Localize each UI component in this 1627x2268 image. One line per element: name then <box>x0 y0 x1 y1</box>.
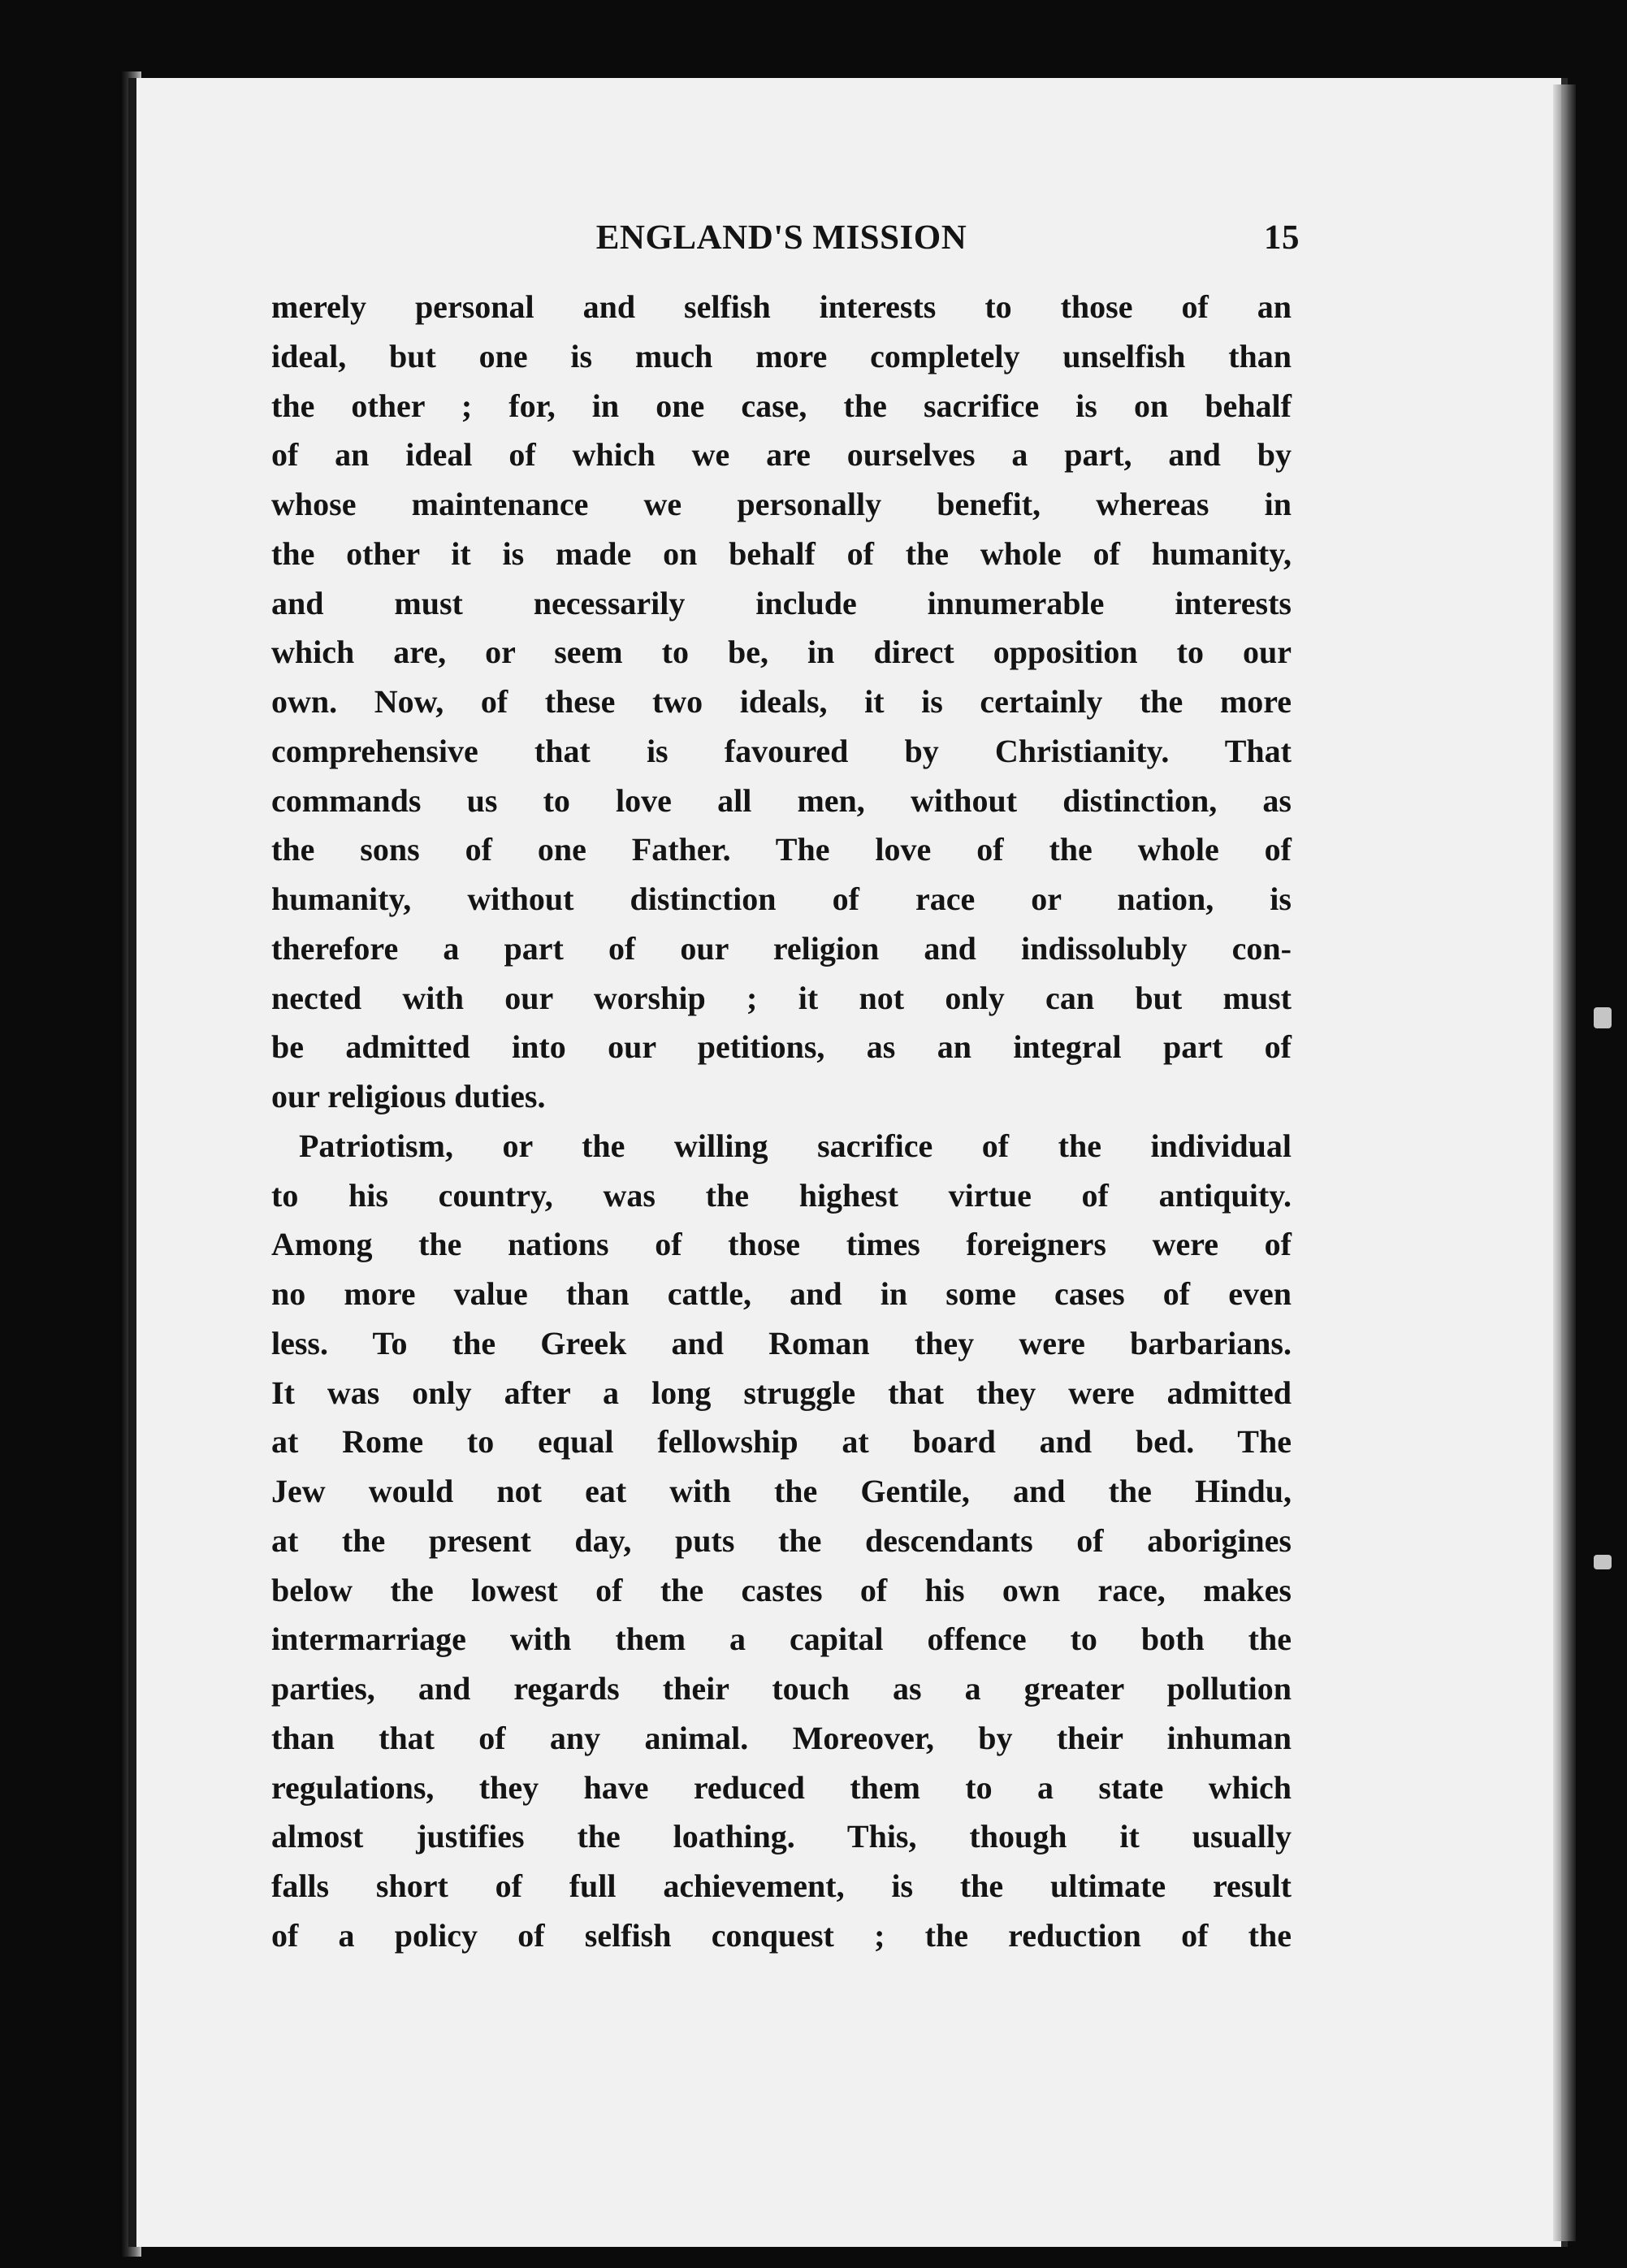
text-line: the other ; for, in one case, the sacrifice is on behalf <box>271 387 1292 424</box>
body-text <box>271 283 1292 1961</box>
text-line: regulations, they have reduced them to a state which <box>271 1768 1292 1806</box>
paragraph-2 <box>271 1122 1292 1961</box>
text-line: at Rome to equal fellowship at board and bed. The <box>271 1423 1292 1461</box>
text-line: than that of any animal. Moreover, by their inhuman <box>271 1719 1292 1756</box>
text-line: of a policy of selfish conquest ; the reduction of the <box>271 1916 1292 1954</box>
text-line: be admitted into our petitions, as an integral part of <box>271 1028 1292 1066</box>
text-line: parties, and regards their touch as a greater pollution <box>271 1670 1292 1707</box>
text-line: merely personal and selfish interests to those of an <box>271 288 1292 325</box>
text-line: at the present day, puts the descendants of aborigines <box>271 1521 1292 1559</box>
text-line: therefore a part of our religion and indissolubly con- <box>271 929 1292 967</box>
text-line: humanity, without distinction of race or nation, is <box>271 881 1292 917</box>
text-line: whose maintenance we personally benefit, whereas in <box>271 486 1292 522</box>
text-line: of an ideal of which we are ourselves a part, and by <box>271 436 1292 474</box>
text-line: and must necessarily include innumerable interests <box>271 584 1292 621</box>
paragraph-1 <box>271 283 1292 1122</box>
text-line: Among the nations of those times foreigners were of <box>271 1226 1292 1263</box>
text-line: no more value than cattle, and in some cases of even <box>271 1275 1292 1312</box>
scan-artifact-mark <box>1594 1555 1612 1569</box>
scan-artifact-mark <box>1594 1007 1612 1028</box>
text-line: nected with our worship ; it not only can but must <box>271 979 1292 1016</box>
text-line: own. Now, of these two ideals, it is certainly the more <box>271 683 1292 720</box>
text-line: It was only after a long struggle that they were admitted <box>271 1374 1292 1411</box>
text-line: comprehensive that is favoured by Christianity. That <box>271 732 1292 769</box>
text-line: falls short of full achievement, is the ultimate result <box>271 1868 1292 1904</box>
text-line: the sons of one Father. The love of the whole of <box>271 831 1292 868</box>
page-header <box>271 208 1300 276</box>
text-line: the other it is made on behalf of the whole of humanity, <box>271 535 1292 572</box>
text-line: Jew would not eat with the Gentile, and the Hindu, <box>271 1473 1292 1509</box>
page-fore-edge <box>1553 84 1576 2241</box>
text-line: ideal, but one is much more completely unselfish than <box>271 337 1292 374</box>
page-number: 15 <box>1264 219 1300 257</box>
text-line: intermarriage with them a capital offence to both the <box>271 1621 1292 1658</box>
text-line: commands us to love all men, without distinction, as <box>271 781 1292 819</box>
text-line: less. To the Greek and Roman they were barbarians. <box>271 1324 1292 1361</box>
text-line: almost justifies the loathing. This, though it usually <box>271 1818 1292 1855</box>
text-line: which are, or seem to be, in direct opposition to our <box>271 634 1292 671</box>
text-line: to his country, was the highest virtue of antiquity. <box>271 1176 1292 1214</box>
running-head: ENGLAND'S MISSION <box>595 219 967 257</box>
page-content <box>271 208 1300 1961</box>
text-line: Patriotism, or the willing sacrifice of the individual <box>299 1127 1292 1164</box>
text-line: below the lowest of the castes of his own race, makes <box>271 1571 1292 1608</box>
text-line: our religious duties. <box>271 1078 546 1115</box>
